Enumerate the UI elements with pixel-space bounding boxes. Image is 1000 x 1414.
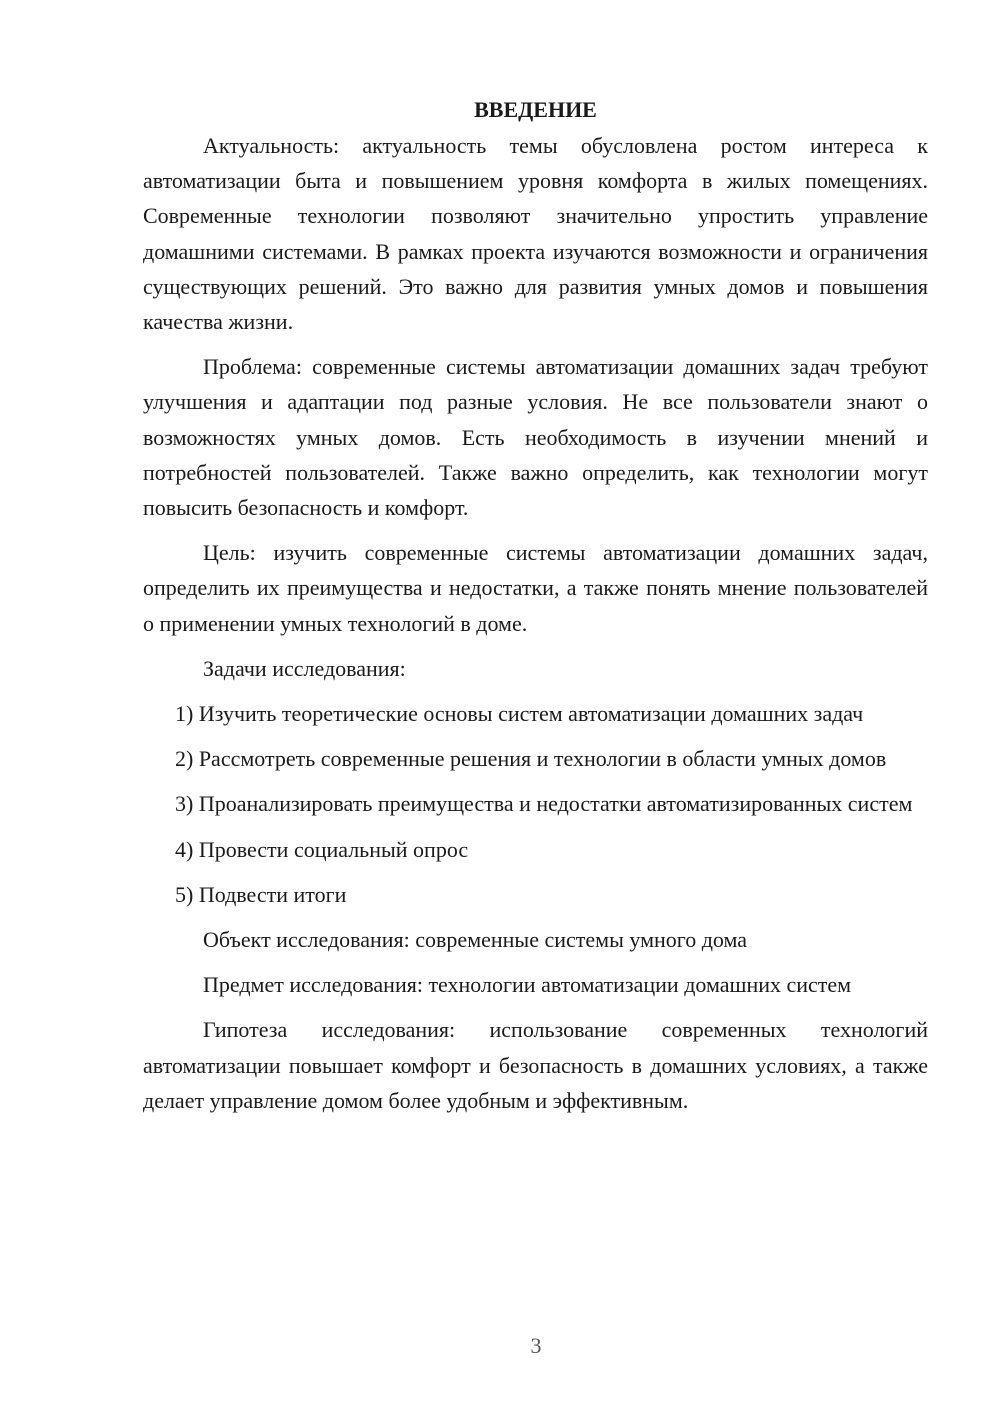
page-number: 3 xyxy=(530,1333,542,1358)
document-page xyxy=(143,92,928,1128)
task-item-1: 1) Изучить теоретические основы систем автоматизации домашних задач xyxy=(175,701,864,727)
research-object-paragraph: Объект исследования: современные системы умного дома xyxy=(203,927,748,953)
task-item-2: 2) Рассмотреть современные решения и технологии в области умных домов xyxy=(175,746,887,772)
task-item-5: 5) Подвести итоги xyxy=(175,881,347,907)
research-hypothesis-paragraph: Гипотеза исследования: использование современных технологий автоматизации повышает комфорт и безопасность в домашних условиях, а также делает управление домом более удобным и эффективным. xyxy=(143,1017,928,1113)
goal-paragraph: Цель: изучить современные системы автоматизации домашних задач, определить их преимущества и недостатки, а также понять мнение пользователей о применении умных технологий в доме. xyxy=(143,540,928,636)
section-heading: ВВЕДЕНИЕ xyxy=(474,97,597,122)
research-subject-paragraph: Предмет исследования: технологии автоматизации домашних систем xyxy=(203,972,852,998)
tasks-title: Задачи исследования: xyxy=(203,655,406,681)
relevance-paragraph: Актуальность: актуальность темы обусловлена ростом интереса к автоматизации быта и повышением уровня комфорта в жилых помещениях. Современные технологии позволяют значительно упростить управление домашними системами. В рамках проекта изучаются возможности и ограничения существующих решений. Это важно для развития умных домов и повышения качества жизни. xyxy=(143,133,928,335)
task-item-4: 4) Провести социальный опрос xyxy=(175,836,469,862)
problem-paragraph: Проблема: современные системы автоматизации домашних задач требуют улучшения и адаптации под разные условия. Не все пользователи знают о возможностях умных домов. Есть необходимость в изучении мнений и потребностей пользователей. Также важно определить, как технологии могут повысить безопасность и комфорт. xyxy=(143,354,928,521)
tasks-list xyxy=(143,696,928,912)
task-item-3: 3) Проанализировать преимущества и недостатки автоматизированных систем xyxy=(175,791,913,817)
